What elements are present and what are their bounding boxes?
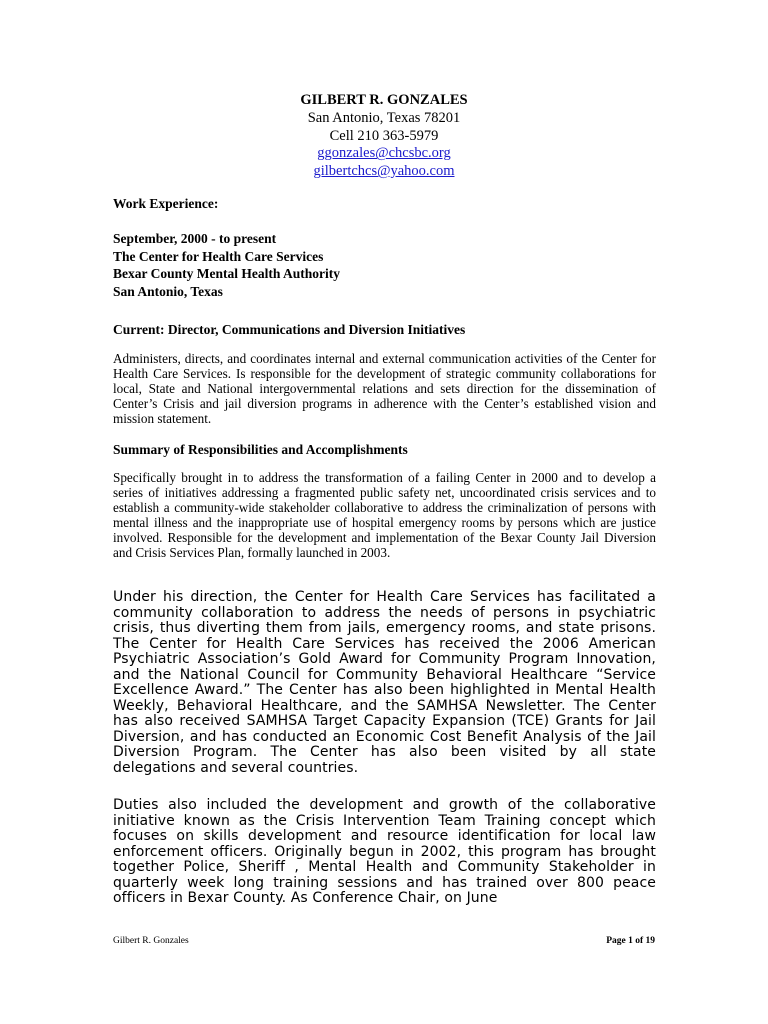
employment-block <box>113 230 656 300</box>
contact-header <box>0 92 768 181</box>
employer-authority: Bexar County Mental Health Authority <box>113 266 340 281</box>
footer-page-number: Page 1 of 19 <box>606 936 655 946</box>
summary-heading: Summary of Responsibilities and Accomplishments <box>113 442 408 457</box>
summary-paragraph: Specifically brought in to address the transformation of a failing Center in 2000 and to develop a series of initiatives addressing a fragmented public safety net, uncoordinated crisis services and to establish a community-wide stakeholder collaborative to address the criminalization of persons with mental illness and the inappropriate use of hospital emergency rooms by persons which are justice involved. Responsible for the development and implementation of the Bexar County Jail Diversion and Crisis Services Plan, formally launched in 2003. <box>113 470 656 560</box>
cell-phone: Cell 210 363-5979 <box>329 127 439 144</box>
work-email-link[interactable]: ggonzales@chcsbc.org <box>317 145 451 162</box>
personal-email-link[interactable]: gilbertchcs@yahoo.com <box>313 163 455 180</box>
current-title: Current: Director, Communications and Diversion Initiatives <box>113 322 466 337</box>
footer-author: Gilbert R. Gonzales <box>113 936 189 946</box>
employment-dates: September, 2000 - to present <box>113 231 277 246</box>
person-name: GILBERT R. GONZALES <box>300 92 468 108</box>
direction-paragraph: Under his direction, the Center for Health Care Services has facilitated a community collaboration to address the needs of persons in psychiatric crisis, thus diverting them from jails, emergency rooms, and state prisons. The Center for Health Care Services has received the 2006 American Psychiatric Association’s Gold Award for Community Program Innovation, and the National Council for Community Behavioral Healthcare “Service Excellence Award.” The Center has also been highlighted in Mental Health Weekly, Behavioral Healthcare, and the SAMHSA Newsletter. The Center has also received SAMHSA Target Capacity Expansion (TCE) Grants for Jail Diversion, and has conducted an Economic Cost Benefit Analysis of the Jail Diversion Program. The Center has also been visited by all state delegations and several countries. <box>113 589 656 777</box>
duties-paragraph: Duties also included the development and growth of the collaborative initiative known as the Crisis Intervention Team Training concept which focuses on skills development and resource identification for local law enforcement officers. Originally begun in 2002, this program has brought together Police, Sheriff , Mental Health and Community Stakeholder in quarterly week long training sessions and has trained over 800 peace officers in Bexar County. As Conference Chair, on June <box>113 797 656 907</box>
employer-name: The Center for Health Care Services <box>113 248 324 264</box>
role-description: Administers, directs, and coordinates internal and external communication activities of the Center for Health Care Services. Is responsible for the development of strategic community collaborations for local, State and National intergovernmental relations and sets direction for the dissemination of Center’s Crisis and jail diversion programs in adherence with the Center’s established vision and mission statement. <box>113 351 656 426</box>
employer-location: San Antonio, Texas <box>113 283 223 299</box>
city-line: San Antonio, Texas 78201 <box>307 109 461 126</box>
work-experience-heading: Work Experience: <box>113 196 219 211</box>
